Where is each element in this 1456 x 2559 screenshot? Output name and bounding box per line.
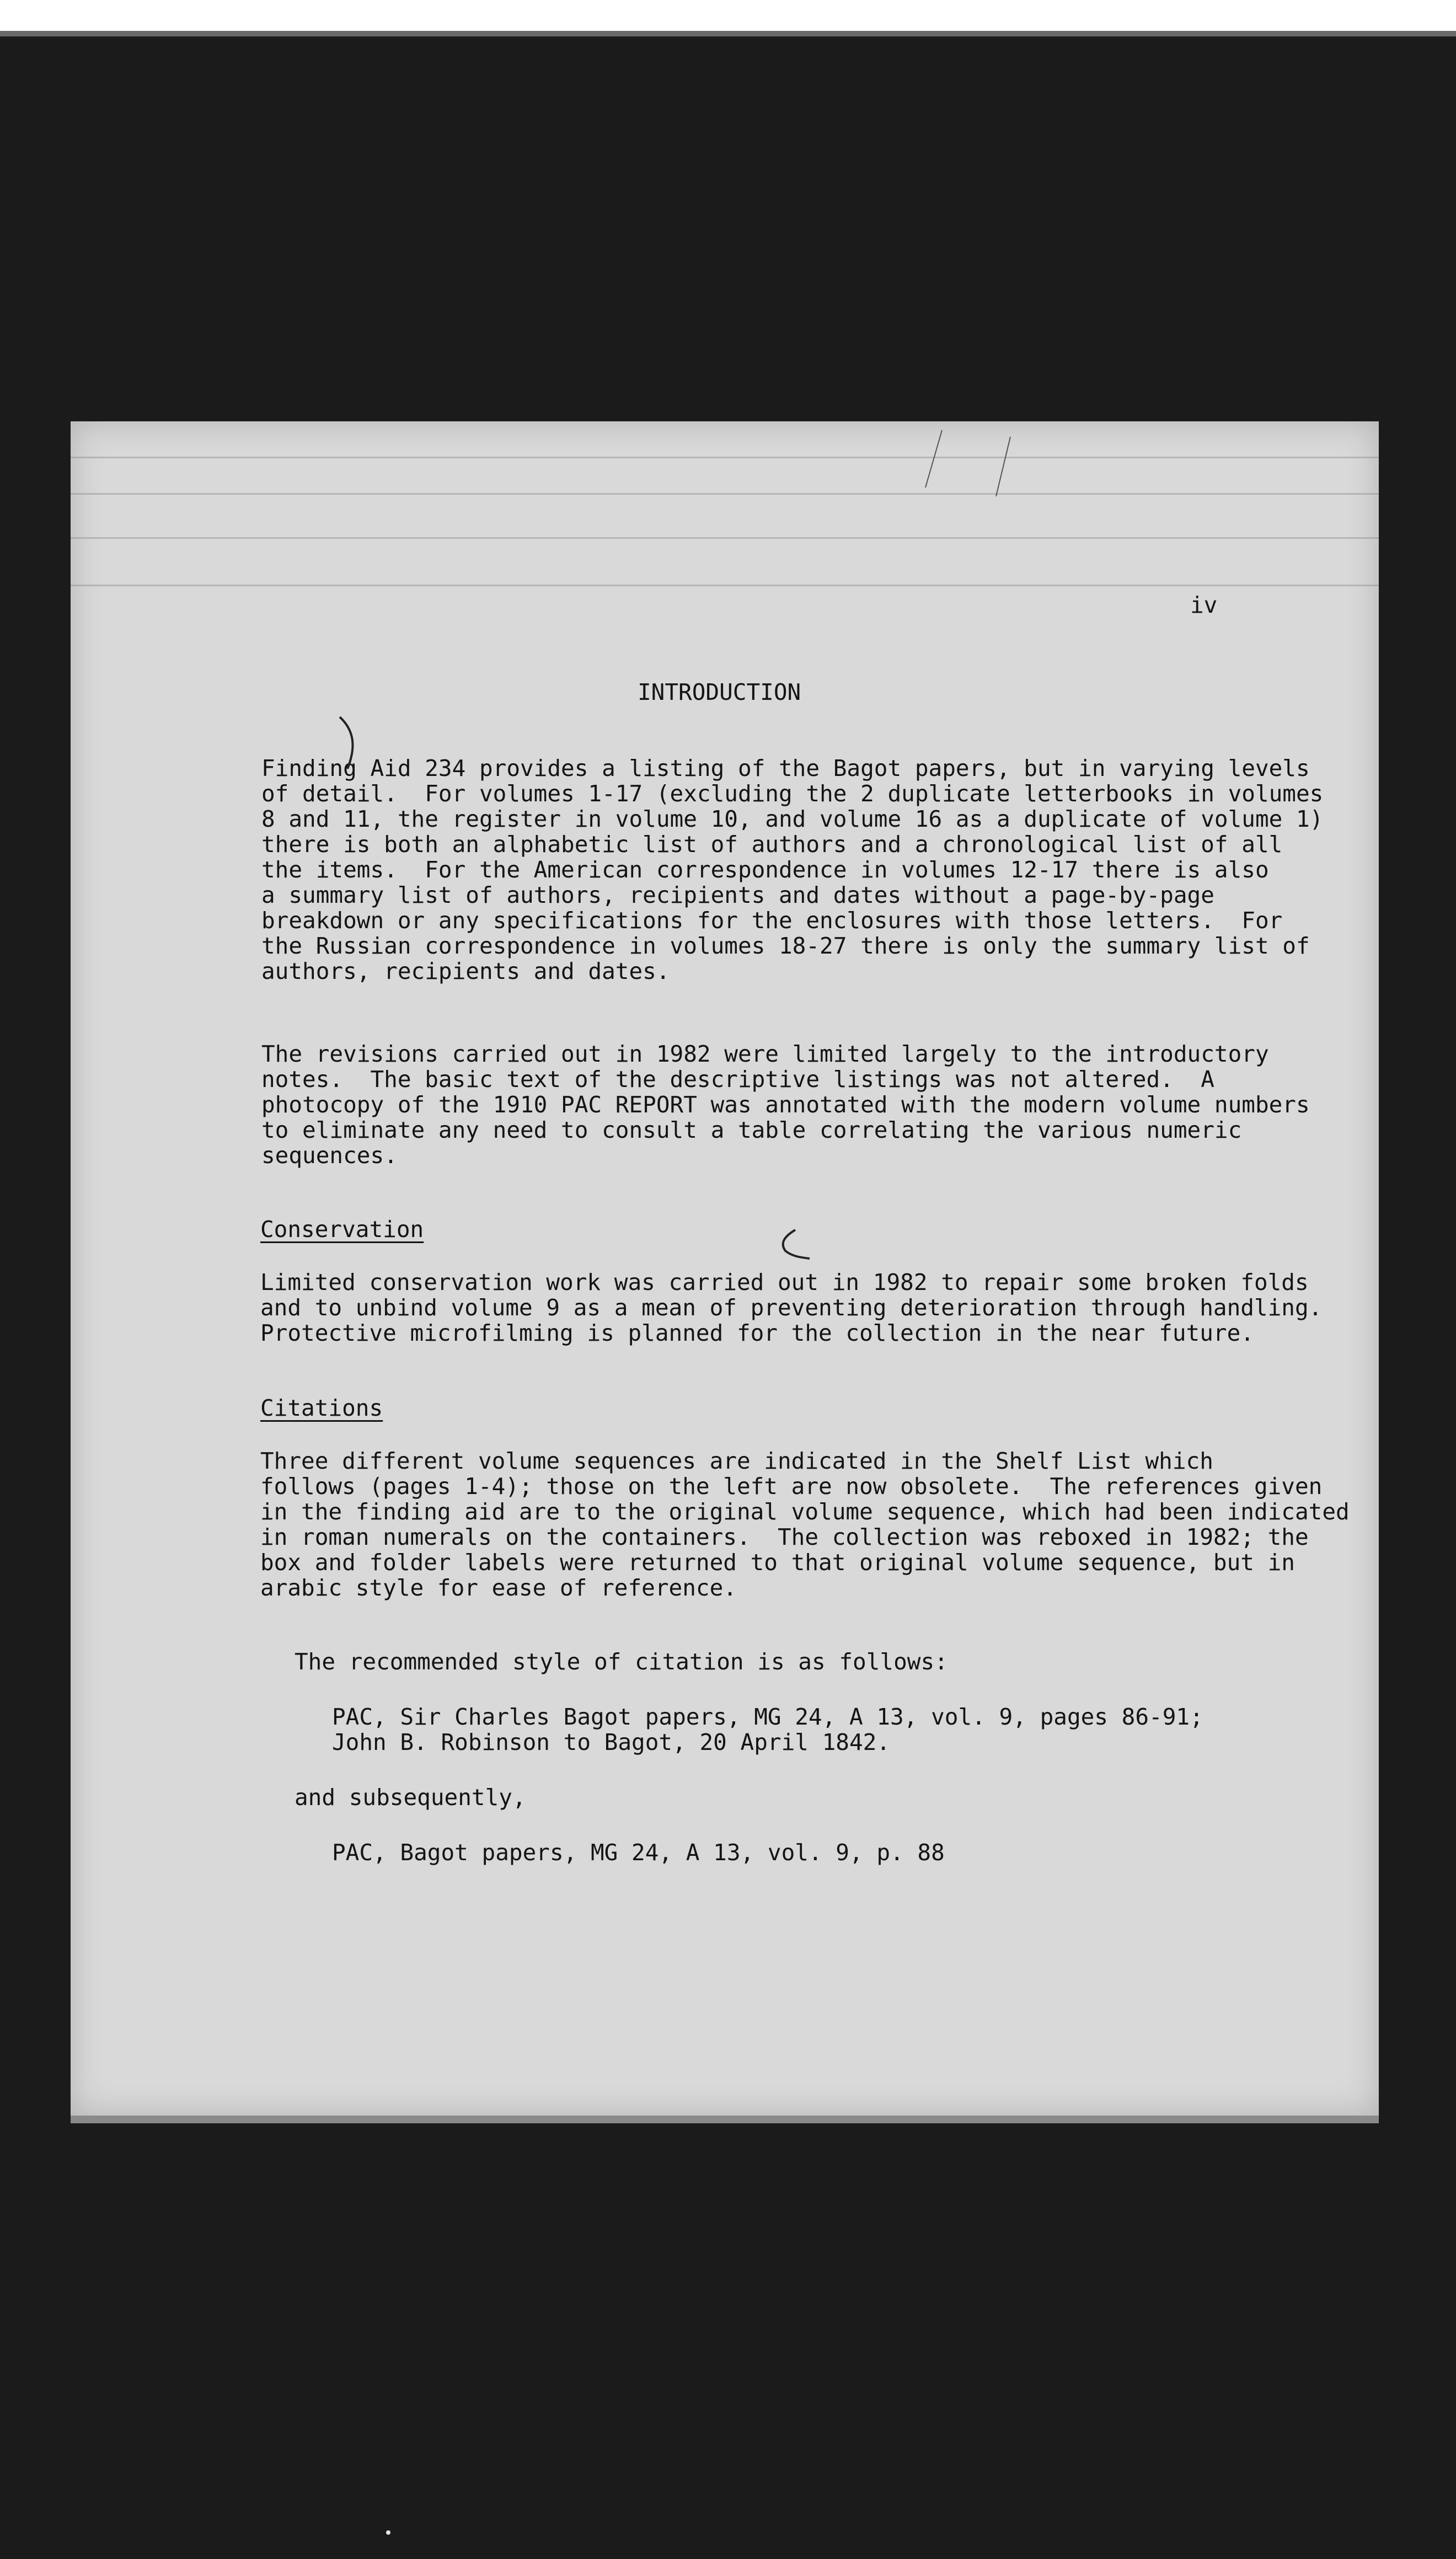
text-line: 8 and 11, the register in volume 10, and volume 16 as a duplicate of volume 1) xyxy=(261,806,1324,832)
conservation-heading: Conservation xyxy=(260,1216,424,1243)
text-line: photocopy of the 1910 PAC REPORT was annotated with the modern volume numbers xyxy=(261,1091,1310,1118)
pencil-mark-icon xyxy=(777,1227,821,1265)
text-line: follows (pages 1-4); those on the left are now obsolete. The references given xyxy=(260,1473,1323,1500)
page-bottom-edge xyxy=(71,2116,1379,2123)
text-line: and to unbind volume 9 as a mean of preventing deterioration through handling. xyxy=(260,1294,1323,1321)
paper-rule-line xyxy=(71,537,1379,539)
text-line: The revisions carried out in 1982 were limited largely to the introductory xyxy=(261,1041,1269,1067)
scanner-top-edge xyxy=(0,31,1456,36)
text-line: there is both an alphabetic list of authors and a chronological list of all xyxy=(261,831,1283,858)
text-line: arabic style for ease of reference. xyxy=(260,1575,737,1601)
subsequently-line: and subsequently, xyxy=(295,1784,526,1811)
text-line: John B. Robinson to Bagot, 20 April 1842. xyxy=(332,1729,891,1755)
text-line: Protective microfilming is planned for the collection in the near future. xyxy=(260,1320,1254,1346)
dust-speck xyxy=(386,2530,390,2535)
document-page xyxy=(71,421,1379,2116)
text-line: in the finding aid are to the original volume sequence, which had been indicated xyxy=(260,1498,1350,1525)
citation-example-short: PAC, Bagot papers, MG 24, A 13, vol. 9, p. 88 xyxy=(332,1839,945,1866)
pencil-mark-icon xyxy=(335,714,368,796)
text-line: the Russian correspondence in volumes 18-27 there is only the summary list of xyxy=(261,933,1310,959)
text-line: PAC, Sir Charles Bagot papers, MG 24, A 13, vol. 9, pages 86-91; xyxy=(332,1704,1203,1730)
text-line: box and folder labels were returned to that original volume sequence, but in xyxy=(260,1549,1295,1576)
text-line: to eliminate any need to consult a table correlating the various numeric xyxy=(261,1117,1242,1143)
text-line: sequences. xyxy=(261,1142,398,1169)
recommended-style-line: The recommended style of citation is as follows: xyxy=(295,1648,948,1675)
text-line: in roman numerals on the containers. The collection was reboxed in 1982; the xyxy=(260,1524,1309,1550)
text-line: notes. The basic text of the descriptive listings was not altered. A xyxy=(261,1066,1214,1093)
text-line: the items. For the American correspondence in volumes 12-17 there is also xyxy=(261,856,1269,883)
paper-rule-line xyxy=(71,457,1379,458)
text-line: of detail. For volumes 1-17 (excluding the 2 duplicate letterbooks in volumes xyxy=(261,780,1324,807)
citations-heading: Citations xyxy=(260,1395,383,1421)
text-line: authors, recipients and dates. xyxy=(261,958,670,984)
page-number: iv xyxy=(1190,592,1218,618)
paper-rule-line xyxy=(71,493,1379,495)
text-line: Limited conservation work was carried out in 1982 to repair some broken folds xyxy=(260,1269,1309,1295)
scratch-mark-icon xyxy=(920,427,953,493)
page-title: INTRODUCTION xyxy=(638,679,801,705)
paper-rule-line xyxy=(71,585,1379,586)
text-line: Three different volume sequences are indicated in the Shelf List which xyxy=(260,1448,1213,1474)
text-line: Finding Aid 234 provides a listing of the Bagot papers, but in varying levels xyxy=(261,755,1310,781)
text-line: breakdown or any specifications for the enclosures with those letters. For xyxy=(261,907,1283,934)
scratch-mark-icon xyxy=(986,435,1019,501)
text-line: a summary list of authors, recipients and dates without a page-by-page xyxy=(261,882,1214,908)
